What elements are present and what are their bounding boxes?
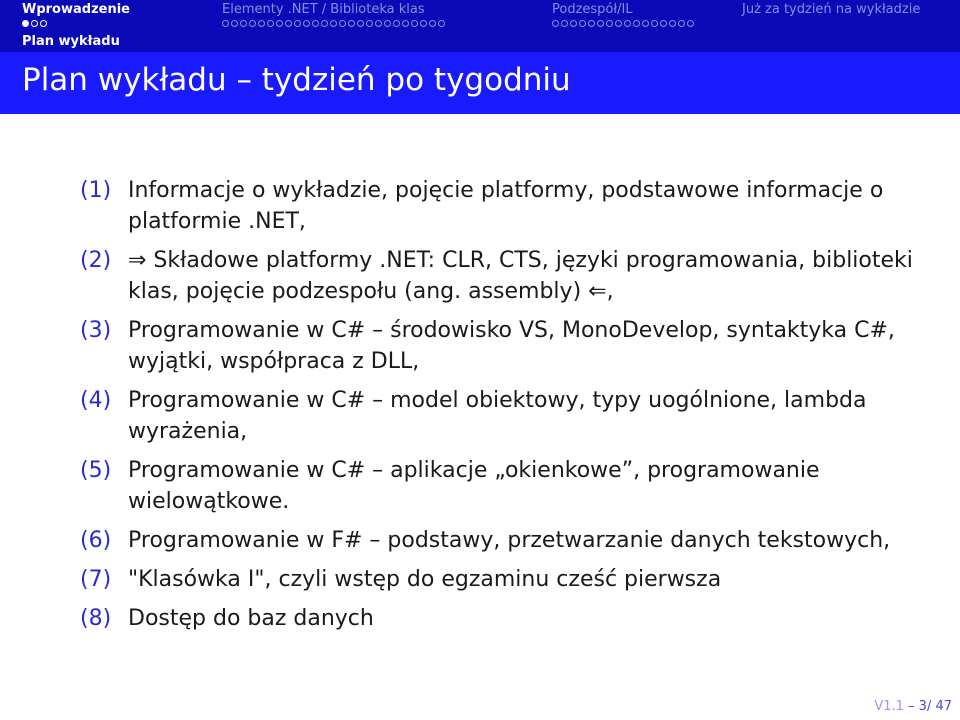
nav-dot-icon[interactable]	[411, 20, 418, 27]
item-number: (8)	[80, 606, 112, 631]
nav-dot-icon[interactable]	[660, 20, 667, 27]
nav-dot-icon[interactable]	[231, 20, 238, 27]
nav-dot-icon[interactable]	[651, 20, 658, 27]
item-number: (4)	[80, 388, 112, 413]
item-number: (6)	[80, 528, 112, 553]
nav-dot-icon[interactable]	[22, 20, 29, 27]
nav-dot-icon[interactable]	[606, 20, 613, 27]
footer-dash: –	[908, 699, 915, 714]
item-text-container	[128, 245, 920, 307]
nav-dots[interactable]	[552, 19, 694, 28]
nav-dot-icon[interactable]	[642, 20, 649, 27]
nav-dot-icon[interactable]	[570, 20, 577, 27]
item-text: Programowanie w C# – model obiektowy, typy uogólnione, lambda wyrażenia,	[128, 388, 867, 444]
item-number: (5)	[80, 458, 112, 483]
frame-title-bar	[0, 52, 960, 114]
nav-dot-icon[interactable]	[222, 20, 229, 27]
item-number: (7)	[80, 567, 112, 592]
nav-section-juz-za-tydzien[interactable]	[742, 2, 920, 17]
item-text: Składowe platformy .NET: CLR, CTS, języki programowania, biblioteki klas, pojęcie podzespołu (ang. assembly)	[128, 248, 913, 304]
enumerated-list	[80, 175, 920, 642]
list-item	[80, 175, 920, 237]
list-item	[80, 455, 920, 517]
nav-dot-icon[interactable]	[438, 20, 445, 27]
nav-dot-icon[interactable]	[267, 20, 274, 27]
page-title: Plan wykładu – tydzień po tygodniu	[22, 62, 571, 98]
nav-dot-icon[interactable]	[321, 20, 328, 27]
nav-dot-icon[interactable]	[294, 20, 301, 27]
item-text: Informacje o wykładzie, pojęcie platformy, podstawowe informacje o platformie .NET,	[128, 178, 884, 234]
nav-dot-icon[interactable]	[348, 20, 355, 27]
nav-dot-icon[interactable]	[31, 20, 38, 27]
item-number: (3)	[80, 318, 112, 343]
nav-dot-icon[interactable]	[579, 20, 586, 27]
nav-dot-icon[interactable]	[402, 20, 409, 27]
subsection-bar	[0, 32, 960, 52]
nav-dot-icon[interactable]	[624, 20, 631, 27]
nav-dot-icon[interactable]	[330, 20, 337, 27]
nav-dot-icon[interactable]	[420, 20, 427, 27]
item-tail: ,	[606, 279, 614, 304]
item-number: (1)	[80, 178, 112, 203]
nav-dot-icon[interactable]	[303, 20, 310, 27]
page-footer	[874, 699, 952, 714]
nav-dot-icon[interactable]	[561, 20, 568, 27]
nav-dot-icon[interactable]	[249, 20, 256, 27]
nav-dot-icon[interactable]	[393, 20, 400, 27]
nav-dot-icon[interactable]	[339, 20, 346, 27]
nav-section-label[interactable]: Podzespół/IL	[552, 2, 633, 17]
nav-section-label[interactable]: Wprowadzenie	[22, 2, 130, 17]
item-text: Dostęp do baz danych	[128, 606, 374, 631]
nav-dot-icon[interactable]	[375, 20, 382, 27]
nav-dot-icon[interactable]	[366, 20, 373, 27]
item-text: Programowanie w F# – podstawy, przetwarzanie danych tekstowych,	[128, 528, 891, 553]
list-item	[80, 525, 920, 556]
list-item	[80, 245, 920, 307]
nav-dot-icon[interactable]	[276, 20, 283, 27]
nav-dot-icon[interactable]	[687, 20, 694, 27]
nav-section-label[interactable]: Już za tydzień na wykładzie	[742, 2, 921, 17]
left-arrow-icon: ⇐	[588, 279, 607, 304]
nav-dot-icon[interactable]	[312, 20, 319, 27]
navigation-bar	[0, 0, 960, 32]
nav-dot-icon[interactable]	[384, 20, 391, 27]
nav-dots[interactable]	[22, 19, 130, 28]
nav-dot-icon[interactable]	[240, 20, 247, 27]
nav-dot-icon[interactable]	[615, 20, 622, 27]
nav-dot-icon[interactable]	[597, 20, 604, 27]
item-text: Programowanie w C# – środowisko VS, MonoDevelop, syntaktyka C#, wyjątki, współpraca z DLL,	[128, 318, 895, 374]
nav-section-wprowadzenie[interactable]	[22, 2, 130, 28]
nav-dot-icon[interactable]	[588, 20, 595, 27]
nav-dot-icon[interactable]	[552, 20, 559, 27]
list-item	[80, 385, 920, 447]
right-arrow-icon: ⇒	[128, 248, 147, 273]
nav-dot-icon[interactable]	[285, 20, 292, 27]
version-label: V1.1	[874, 699, 904, 714]
nav-section-podzespol[interactable]	[552, 2, 694, 28]
subsection-title[interactable]: Plan wykładu	[22, 34, 120, 49]
nav-dot-icon[interactable]	[258, 20, 265, 27]
item-text: Programowanie w C# – aplikacje „okienkowe”, programowanie wielowątkowe.	[128, 458, 820, 514]
nav-dots[interactable]	[222, 19, 445, 28]
list-item	[80, 315, 920, 377]
nav-section-label[interactable]: Elementy .NET / Biblioteka klas	[222, 2, 425, 17]
nav-dot-icon[interactable]	[357, 20, 364, 27]
item-text: "Klasówka I", czyli wstęp do egzaminu cześć pierwsza	[128, 567, 722, 592]
nav-section-elementy[interactable]	[222, 2, 445, 28]
nav-dot-icon[interactable]	[429, 20, 436, 27]
list-item	[80, 564, 920, 595]
nav-dot-icon[interactable]	[40, 20, 47, 27]
item-number: (2)	[80, 248, 112, 273]
nav-dot-icon[interactable]	[633, 20, 640, 27]
list-item	[80, 603, 920, 634]
page-number: 3/ 47	[918, 699, 952, 714]
nav-dot-icon[interactable]	[669, 20, 676, 27]
nav-dot-icon[interactable]	[678, 20, 685, 27]
